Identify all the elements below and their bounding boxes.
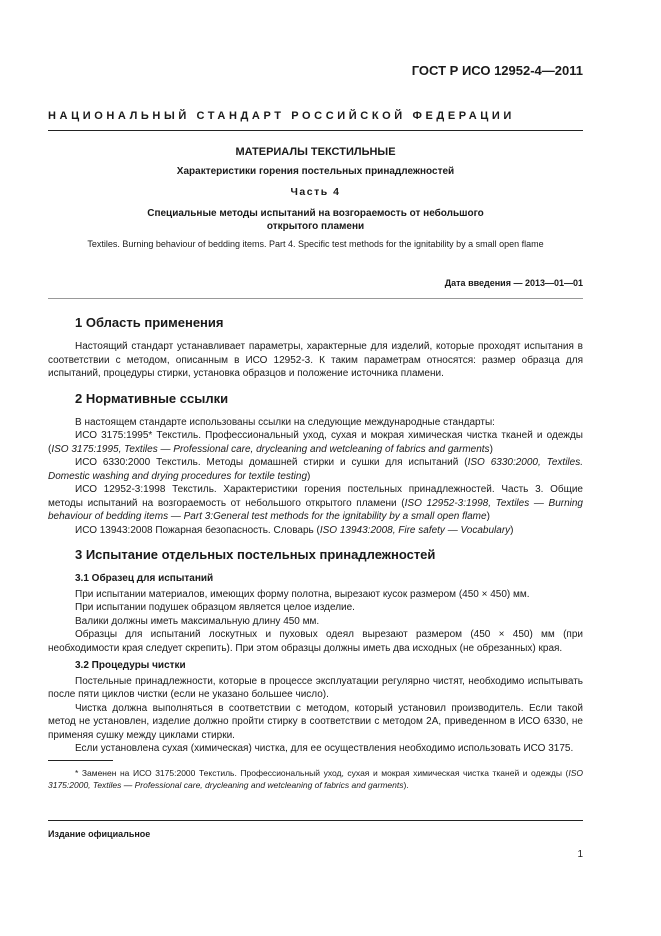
document-title: МАТЕРИАЛЫ ТЕКСТИЛЬНЫЕ — [235, 146, 396, 158]
footnote-ru: * Заменен на ИСО 3175:2000 Текстиль. Профессиональный уход, сухая и мокрая химическая чистка тканей и одежды ( — [75, 767, 569, 778]
part-title — [48, 207, 583, 233]
reference-iso-3175-end: ) — [489, 443, 493, 455]
paragraph-3-2-c: Если установлена сухая (химическая) чистка, для ее осуществления необходимо использовать ИСО 3175. — [75, 743, 574, 754]
reference-iso-6330 — [48, 456, 583, 483]
footnote — [48, 767, 583, 791]
paragraph-3-1-d: Образцы для испытаний лоскутных и пуховых одеял вырезают размером (450 × 450) мм (при необходимости края следует скрепить). При этом образцы должны иметь два исходных (не обрезанных) края. — [48, 629, 583, 654]
part-label: Часть 4 — [290, 186, 341, 198]
reference-iso-12952-3 — [48, 483, 583, 524]
english-title: Textiles. Burning behaviour of bedding items. Part 4. Specific test methods for the ignitability by a small open flame — [87, 239, 544, 249]
subsection-3-1-heading: 3.1 Образец для испытаний — [75, 573, 214, 584]
reference-iso-12952-3-en: ISO 12952-3:1998, Textiles — Burning behaviour of bedding items — Part 3:General test methods for the ignitability by a small open flame — [48, 497, 583, 522]
reference-iso-13943-ru: ИСО 13943:2008 Пожарная безопасность. Словарь ( — [75, 524, 320, 536]
paragraph-3-1-b: При испытании подушек образцом является целое изделие. — [75, 602, 355, 613]
page-number: 1 — [577, 849, 583, 860]
paragraph-3-1-a: При испытании материалов, имеющих форму полотна, вырезают кусок размером (450 × 450) мм. — [75, 588, 530, 600]
date-divider — [48, 298, 583, 299]
section-2-intro: В настоящем стандарте использованы ссылки на следующие международные стандарты: — [75, 416, 495, 428]
reference-iso-12952-3-ru: ИСО 12952-3:1998 Текстиль. Характеристики горения постельных принадлежностей. Часть 3. Общие методы испытаний на возгораемость от небольшого открытого пламени ( — [48, 484, 583, 509]
reference-iso-13943 — [48, 524, 583, 538]
paragraph-3-1-c: Валики должны иметь максимальную длину 450 мм. — [75, 615, 320, 627]
reference-iso-3175-en: ISO 3175:1995, Textiles — Professional care, drycleaning and wetcleaning of fabrics and garments — [51, 443, 490, 455]
reference-iso-3175 — [48, 429, 583, 456]
footnote-en: ISO 3175:2000, Textiles — Professional care, drycleaning and wetcleaning of fabrics and garments — [48, 767, 583, 790]
footnote-end: ). — [403, 779, 409, 790]
document-subtitle: Характеристики горения постельных принадлежностей — [176, 166, 455, 177]
reference-iso-13943-en: ISO 13943:2008, Fire safety — Vocabulary — [319, 524, 511, 536]
reference-iso-6330-en: ISO 6330:2000, Textiles. Domestic washing and drying procedures for textile testing — [48, 457, 583, 482]
header-divider — [48, 130, 583, 131]
footer-divider — [48, 820, 583, 821]
footnote-divider — [48, 760, 113, 761]
document-body — [48, 314, 583, 791]
paragraph-3-2-b: Чистка должна выполняться в соответствии с методом, который установил производитель. Если такой метод не установлен, изделие должно пройти стирку в соответствии с методом 2А, приведенном в ИСО 6330, не применяя сушку между циклами стирки. — [48, 702, 583, 741]
subsection-3-2-heading: 3.2 Процедуры чистки — [75, 660, 186, 671]
section-1-paragraph: Настоящий стандарт устанавливает параметры, характерные для изделий, которые проходят испытания в соответствии с методом, описанным в ИСО 12952-3. К таким параметрам относятся: размер образца для испытаний, процедуры стирки, установка образцов и положение источника пламени. — [48, 341, 583, 379]
national-standard-banner: НАЦИОНАЛЬНЫЙ СТАНДАРТ РОССИЙСКОЙ ФЕДЕРАЦИИ — [48, 110, 515, 122]
standard-code: ГОСТ Р ИСО 12952-4—2011 — [411, 63, 583, 78]
section-3-heading: 3 Испытание отдельных постельных принадлежностей — [75, 547, 436, 562]
reference-iso-3175-ru: ИСО 3175:1995* Текстиль. Профессиональный уход, сухая и мокрая химическая чистка тканей и одежды ( — [48, 430, 583, 455]
part-title-line1: Специальные методы испытаний на возгораемость от небольшого — [147, 208, 484, 219]
section-1-heading: 1 Область применения — [75, 315, 224, 330]
paragraph-3-2-a: Постельные принадлежности, которые в процессе эксплуатации регулярно чистят, необходимо испытывать после пяти циклов чистки (если не указано большее число). — [48, 675, 583, 700]
part-title-line2: открытого пламени — [266, 221, 365, 232]
introduction-date: Дата введения — 2013—01—01 — [444, 278, 583, 288]
section-2-heading: 2 Нормативные ссылки — [75, 390, 229, 406]
reference-iso-12952-3-end: ) — [486, 511, 490, 522]
reference-iso-13943-end: ) — [510, 524, 514, 536]
reference-iso-6330-ru: ИСО 6330:2000 Текстиль. Методы домашней стирки и сушки для испытаний ( — [75, 457, 468, 468]
reference-iso-6330-end: ) — [307, 470, 311, 482]
official-edition-label: Издание официальное — [48, 829, 151, 839]
